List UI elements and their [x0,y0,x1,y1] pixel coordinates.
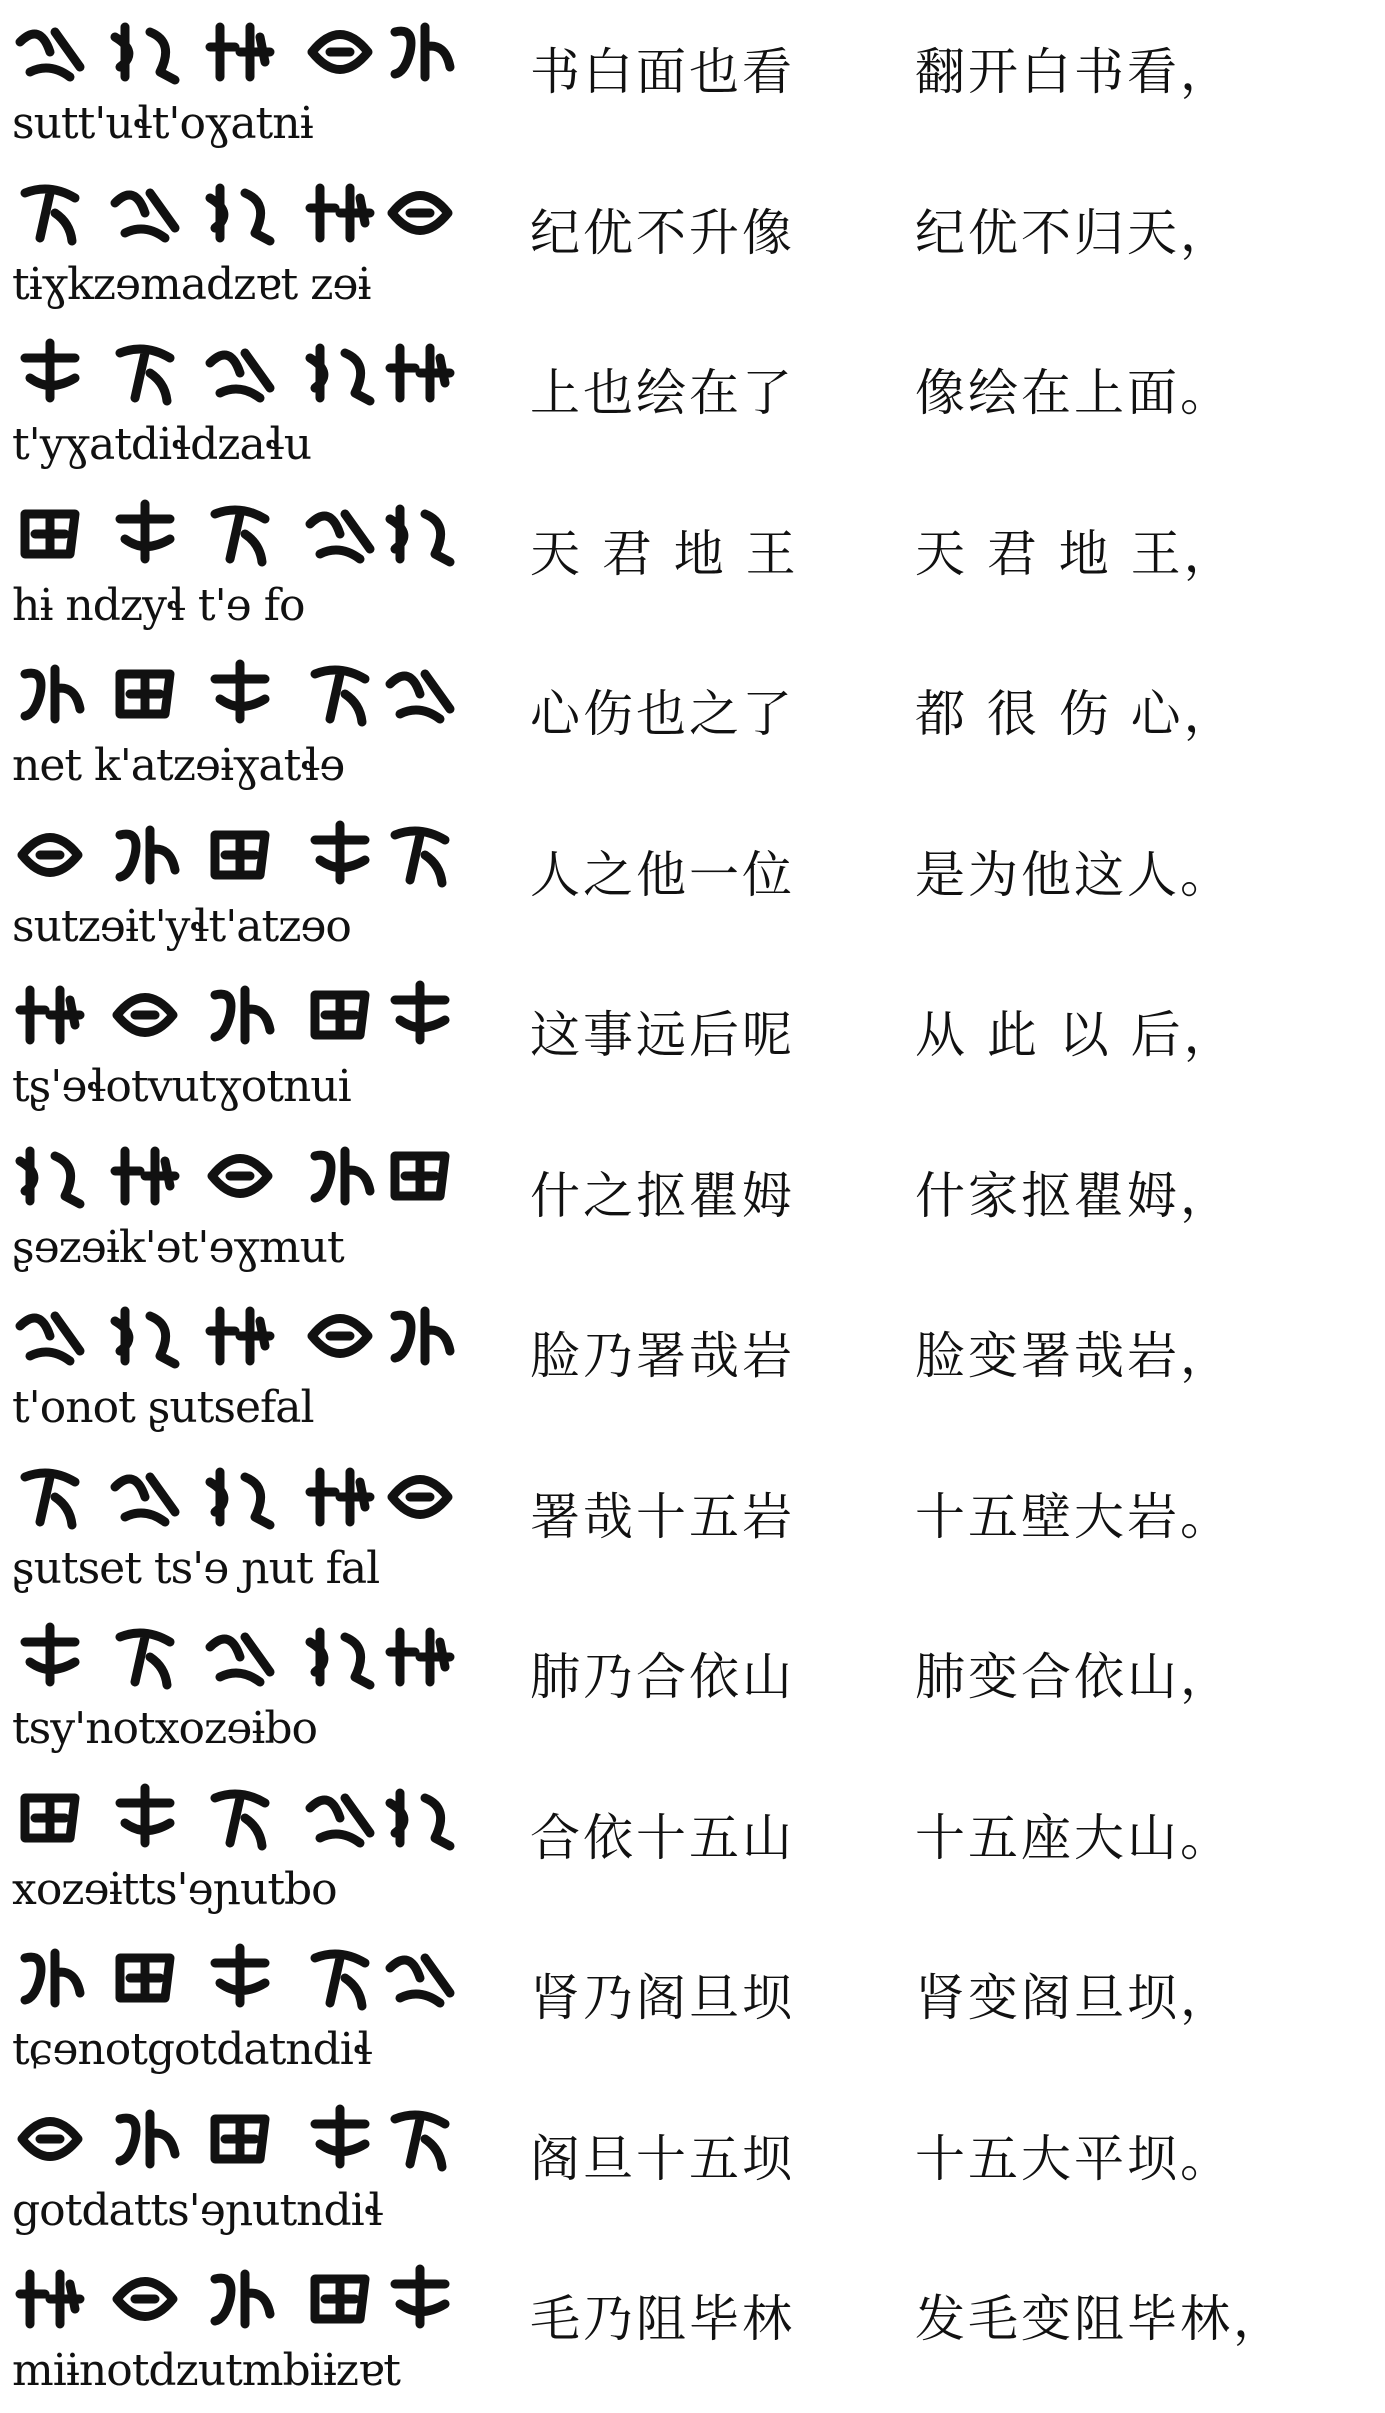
yi-script-line [10,173,450,323]
handwritten-glyph [380,173,462,253]
handwritten-glyph [105,2259,187,2339]
handwritten-glyph [105,1778,187,1858]
handwritten-glyph [105,1617,187,1697]
handwritten-glyph [200,1617,282,1697]
free-translation: 发毛变阻毕林， [915,2290,1286,2348]
verse-row [0,1451,1385,1611]
handwritten-glyph [200,2259,282,2339]
handwritten-glyph [300,494,382,574]
handwritten-glyph [105,975,187,1055]
handwritten-glyph [380,2259,462,2339]
handwritten-glyph [10,654,92,734]
free-translation: 都 很 伤 心， [915,685,1237,743]
free-translation: 肺变合依山， [915,1648,1233,1706]
verse-row [0,488,1385,648]
romanization-line: ʂɘzɘɨk'ɘt'ɘɣmut [12,1222,344,1273]
handwritten-glyph [300,1938,382,2018]
free-translation: 脸变署哉岩， [915,1327,1233,1385]
yi-script-line [10,654,450,804]
handwritten-glyph [300,975,382,1055]
romanization-line: tsy'notxozɘɨbo [12,1703,317,1754]
handwritten-glyph [380,975,462,1055]
handwritten-glyph [200,1136,282,1216]
handwritten-glyph [10,1457,92,1537]
free-translation: 是为他这人。 [915,846,1233,904]
verse-row [0,1290,1385,1450]
word-gloss: 合依十五山 [530,1809,795,1867]
handwritten-glyph [380,1778,462,1858]
yi-script-line [10,1296,450,1446]
word-gloss: 毛乃阻毕林 [530,2290,795,2348]
verse-row [0,327,1385,487]
yi-script-line [10,1938,450,2088]
handwritten-glyph [10,12,92,92]
handwritten-glyph [105,1296,187,1376]
handwritten-glyph [300,1778,382,1858]
handwritten-glyph [105,815,187,895]
handwritten-glyph [300,173,382,253]
handwritten-glyphs [10,1938,450,2020]
romanization-line: xozɘɨtts'ɘɲutbo [12,1864,337,1915]
handwritten-glyph [200,815,282,895]
handwritten-glyphs [10,1136,450,1218]
yi-script-line [10,975,450,1125]
handwritten-glyph [105,1457,187,1537]
handwritten-glyph [200,975,282,1055]
verse-row [0,1611,1385,1771]
handwritten-glyph [200,12,282,92]
handwritten-glyph [105,1938,187,2018]
free-translation: 肾变阁旦坝， [915,1969,1233,2027]
verse-row [0,1932,1385,2092]
handwritten-glyph [200,494,282,574]
verse-row [0,2093,1385,2253]
handwritten-glyphs [10,815,450,897]
word-gloss: 书白面也看 [530,43,795,101]
handwritten-glyph [300,1296,382,1376]
yi-script-line [10,333,450,483]
handwritten-glyph [10,494,92,574]
handwritten-glyphs [10,1296,450,1378]
verse-row [0,809,1385,969]
handwritten-glyph [300,1457,382,1537]
handwritten-glyph [200,2099,282,2179]
handwritten-glyph [380,1136,462,1216]
handwritten-glyph [380,1617,462,1697]
handwritten-glyph [380,12,462,92]
yi-script-line [10,1457,450,1607]
verse-row [0,969,1385,1129]
yi-script-line [10,1778,450,1928]
word-gloss: 上也绘在了 [530,364,795,422]
yi-script-line [10,494,450,644]
word-gloss: 天 君 地 王 [530,525,799,583]
romanization-line: t'onot ʂutsefal [12,1382,314,1433]
handwritten-glyph [380,1457,462,1537]
handwritten-glyphs [10,173,450,255]
free-translation: 从 此 以 后， [915,1006,1237,1064]
romanization-line: sutt'uɬt'oɣatnɨ [12,98,313,149]
handwritten-glyph [200,1938,282,2018]
verse-row [0,2253,1385,2413]
romanization-line: tɨɣkzɘmadzɐt zɘɨ [12,259,371,310]
handwritten-glyph [380,1938,462,2018]
word-gloss: 心伤也之了 [530,685,795,743]
verse-row [0,167,1385,327]
romanization-line: net k'atzɘɨɣatɬɘ [12,740,345,791]
handwritten-glyphs [10,654,450,736]
handwritten-glyph [10,975,92,1055]
handwritten-glyph [300,1136,382,1216]
romanization-line: ʂutset ts'ɘ ɲut fal [12,1543,380,1594]
handwritten-glyph [10,333,92,413]
handwritten-glyphs [10,1457,450,1539]
handwritten-glyph [10,815,92,895]
word-gloss: 纪优不升像 [530,204,795,262]
handwritten-glyph [300,2259,382,2339]
handwritten-glyphs [10,2259,450,2341]
word-gloss: 肾乃阁旦坝 [530,1969,795,2027]
yi-script-line [10,815,450,965]
handwritten-glyph [200,333,282,413]
handwritten-glyph [105,494,187,574]
word-gloss: 人之他一位 [530,846,795,904]
handwritten-glyph [300,654,382,734]
romanization-line: tɕɘnotgotdatndiɬ [12,2024,372,2075]
yi-script-line [10,12,450,162]
romanization-line: gotdatts'ɘɲutndiɬ [12,2185,383,2236]
yi-script-line [10,1136,450,1286]
handwritten-glyph [105,654,187,734]
handwritten-glyphs [10,975,450,1057]
word-gloss: 署哉十五岩 [530,1488,795,1546]
free-translation: 什家抠瞿姆， [915,1167,1233,1225]
verse-row [0,1130,1385,1290]
handwritten-glyph [10,1778,92,1858]
romanization-line: hɨ ndzyɬ t'ɘ fo [12,580,305,631]
handwritten-glyph [380,815,462,895]
romanization-line: t'yɣatdiɬdzaɬu [12,419,312,470]
handwritten-glyphs [10,1617,450,1699]
handwritten-glyph [105,173,187,253]
handwritten-glyph [10,1617,92,1697]
word-gloss: 这事远后呢 [530,1006,795,1064]
word-gloss: 什之抠瞿姆 [530,1167,795,1225]
handwritten-glyph [300,1617,382,1697]
verse-row [0,1772,1385,1932]
handwritten-glyphs [10,1778,450,1860]
handwritten-glyphs [10,2099,450,2181]
handwritten-glyph [300,2099,382,2179]
handwritten-glyph [10,2099,92,2179]
handwritten-glyphs [10,333,450,415]
word-gloss: 阁旦十五坝 [530,2130,795,2188]
handwritten-glyphs [10,494,450,576]
handwritten-glyph [105,2099,187,2179]
handwritten-glyph [200,173,282,253]
handwritten-glyph [105,1136,187,1216]
handwritten-glyph [380,1296,462,1376]
handwritten-glyph [10,1296,92,1376]
yi-script-line [10,1617,450,1767]
handwritten-glyph [200,1778,282,1858]
handwritten-glyph [10,2259,92,2339]
handwritten-glyphs [10,12,450,94]
romanization-line: tʂ'ɘɬotvutɣotnui [12,1061,351,1112]
handwritten-glyph [380,654,462,734]
free-translation: 十五壁大岩。 [915,1488,1233,1546]
handwritten-glyph [380,2099,462,2179]
free-translation: 翻开白书看， [915,43,1233,101]
handwritten-glyph [380,494,462,574]
handwritten-glyph [200,1296,282,1376]
free-translation: 天 君 地 王， [915,525,1237,583]
free-translation: 十五大平坝。 [915,2130,1233,2188]
handwritten-glyph [200,1457,282,1537]
handwritten-glyph [105,12,187,92]
word-gloss: 脸乃署哉岩 [530,1327,795,1385]
handwritten-glyph [10,173,92,253]
handwritten-glyph [10,1136,92,1216]
handwritten-glyph [300,12,382,92]
verse-row [0,6,1385,166]
handwritten-glyph [10,1938,92,2018]
handwritten-glyph [300,815,382,895]
free-translation: 纪优不归天， [915,204,1233,262]
free-translation: 十五座大山。 [915,1809,1233,1867]
verse-row [0,648,1385,808]
yi-script-line [10,2259,450,2409]
romanization-line: sutzɘɨt'yɬt'atzɘo [12,901,351,952]
handwritten-glyph [300,333,382,413]
romanization-line: miɨnotdzutmbiɨzɐt [12,2345,400,2396]
handwritten-glyph [200,654,282,734]
yi-script-line [10,2099,450,2249]
free-translation: 像绘在上面。 [915,364,1233,422]
word-gloss: 肺乃合依山 [530,1648,795,1706]
handwritten-glyph [105,333,187,413]
handwritten-glyph [380,333,462,413]
